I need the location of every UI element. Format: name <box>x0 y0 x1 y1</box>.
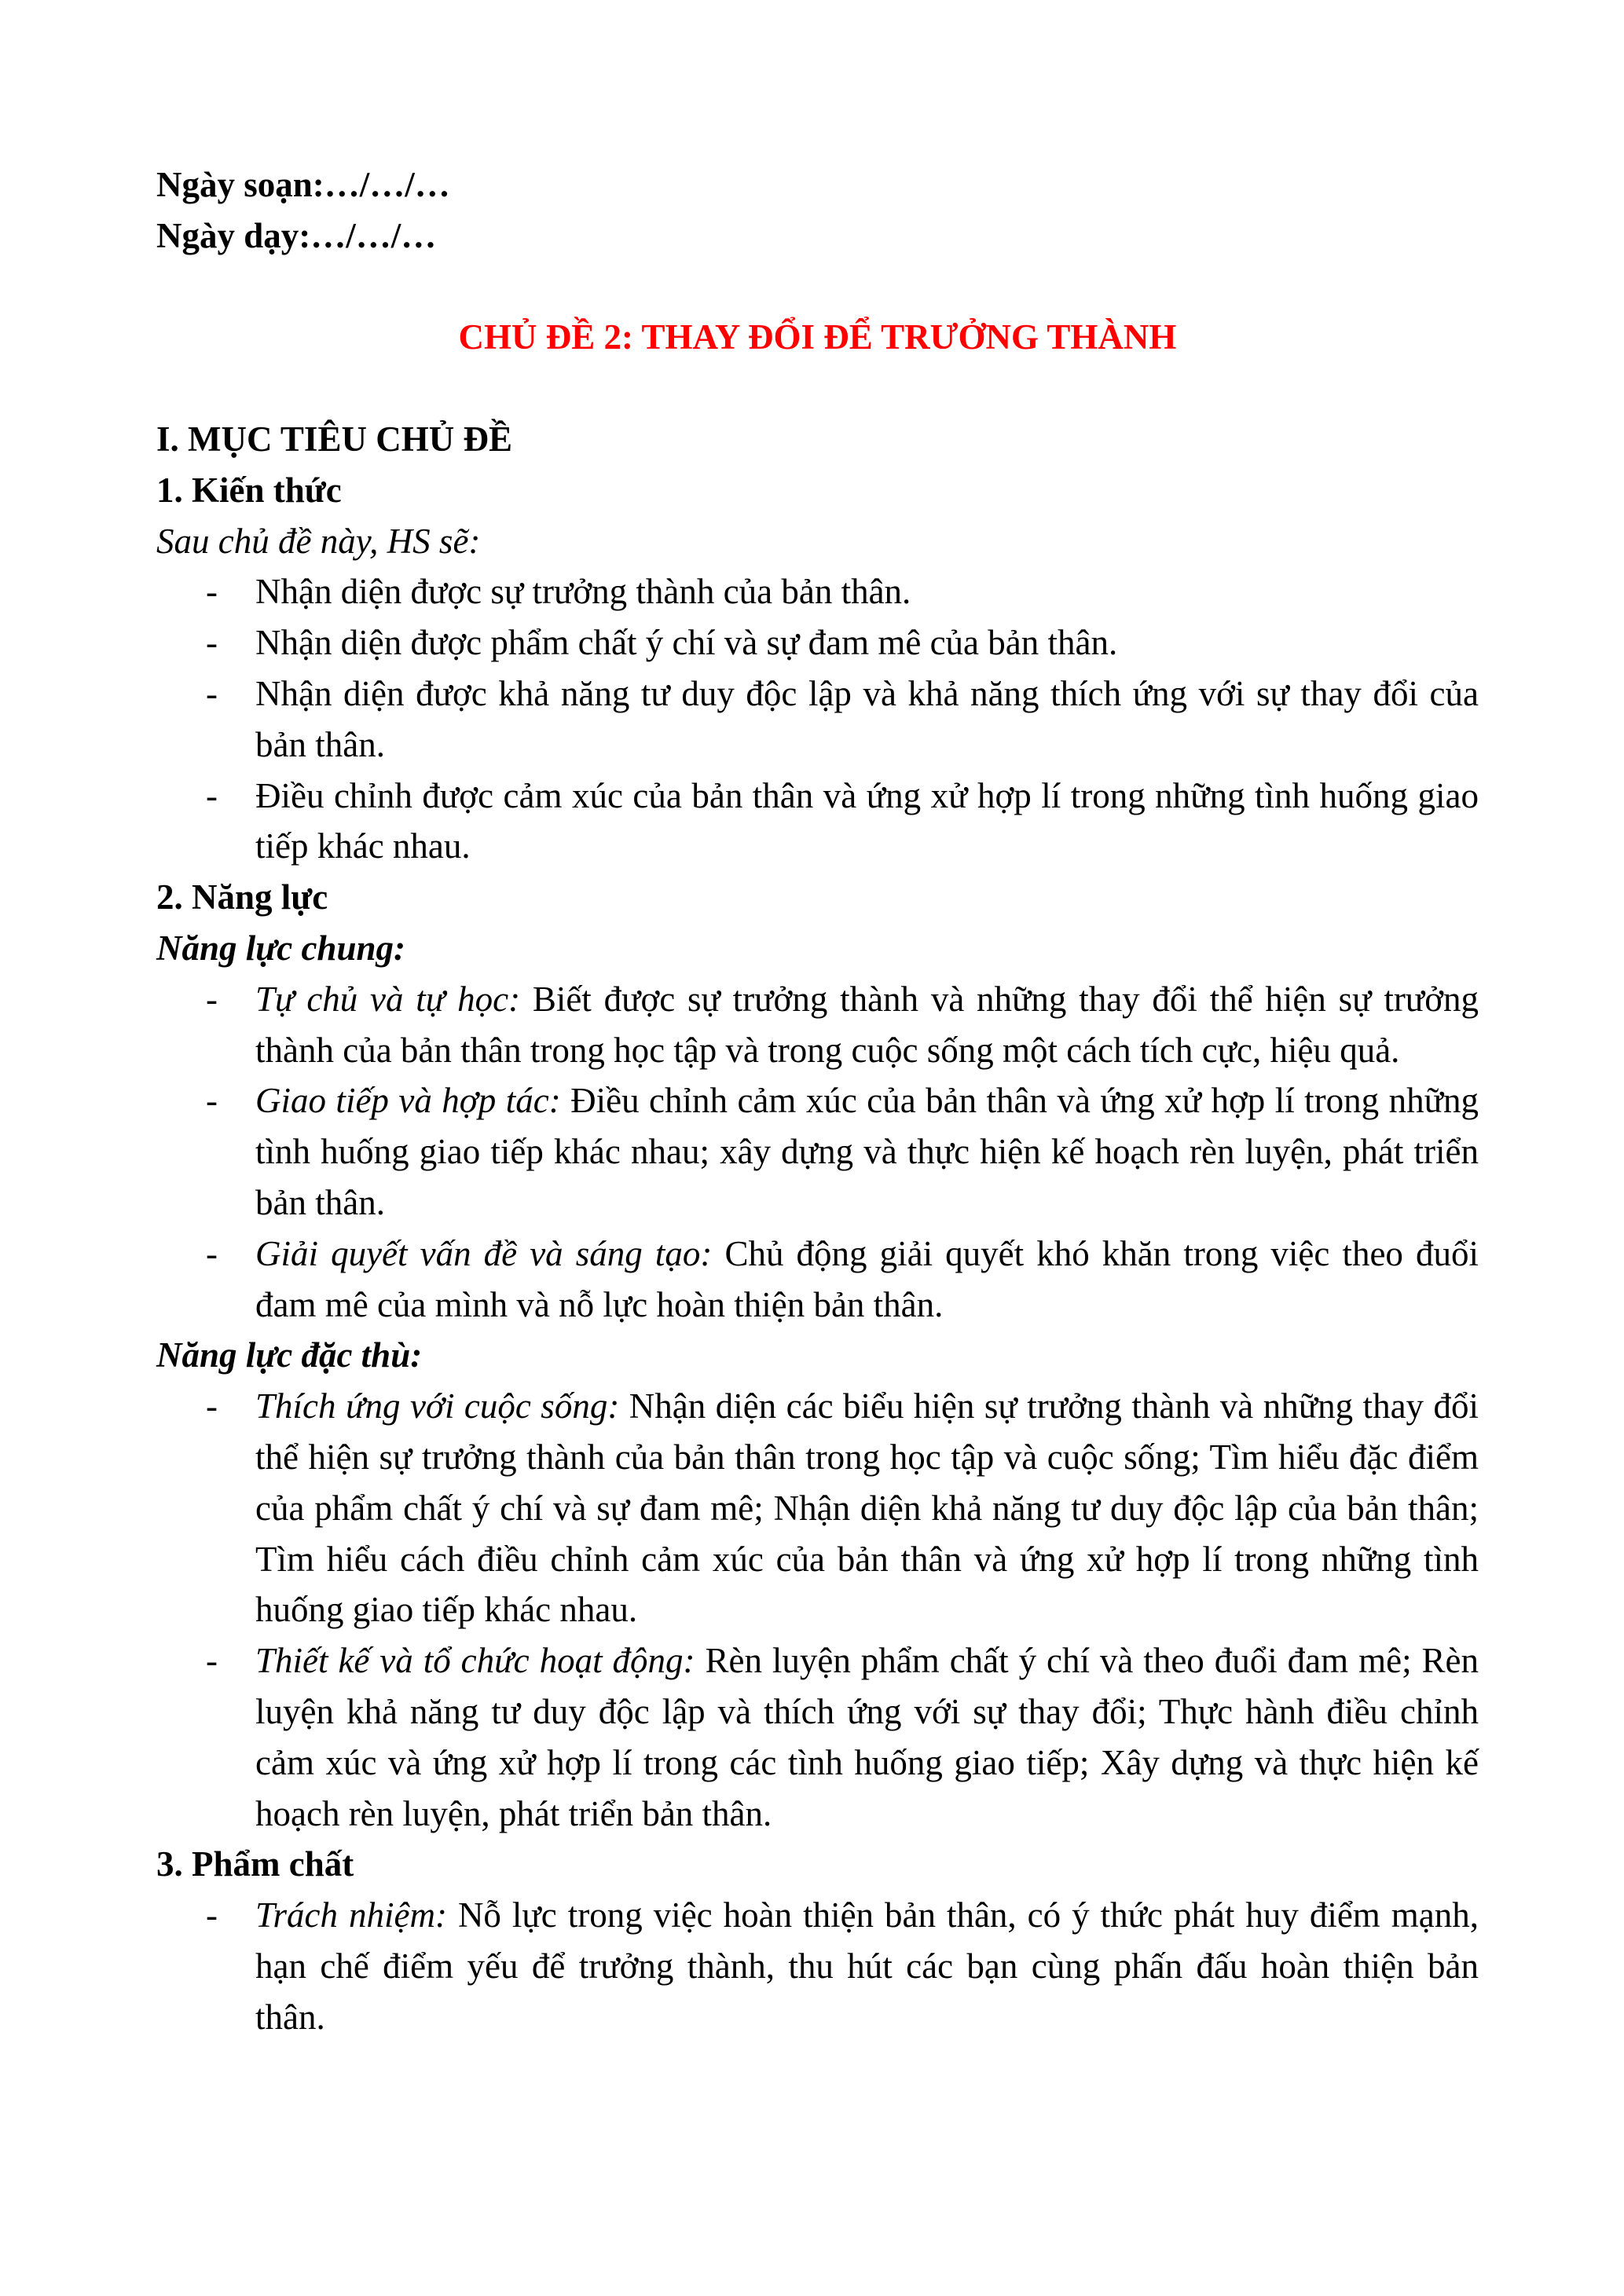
competence-heading: 2. Năng lực <box>156 877 328 917</box>
list-item <box>156 974 1479 1076</box>
bullet-dash: - <box>206 673 218 713</box>
topic-title: CHỦ ĐỀ 2: THAY ĐỔI ĐỂ TRƯỞNG THÀNH <box>458 317 1177 357</box>
item-text: Điều chỉnh được cảm xúc của bản thân và ứng xử hợp lí trong những tình huống giao tiếp khác nhau. <box>255 775 1479 866</box>
bullet-dash: - <box>206 1895 218 1935</box>
bullet-dash: - <box>206 979 218 1019</box>
specific-competence-heading: Năng lực đặc thù: <box>156 1335 423 1375</box>
bullet-dash: - <box>206 1233 218 1273</box>
list-item <box>156 771 1479 873</box>
prep-date: Ngày soạn:…/…/… <box>156 165 450 204</box>
item-text: Nỗ lực trong việc hoàn thiện bản thân, có ý thức phát huy điểm mạnh, hạn chế điểm yếu để trưởng thành, thu hút các bạn cùng phấn đấu hoàn thiện bản thân. <box>255 1895 1479 2037</box>
specific-competence-list <box>156 1381 1479 1839</box>
item-text: Rèn luyện phẩm chất ý chí và theo đuổi đam mê; Rèn luyện khả năng tư duy độc lập và thích ứng với sự thay đổi; Thực hành điều chỉnh cảm xúc và ứng xử hợp lí trong các tình huống giao tiếp; Xây dựng và thực hiện kế hoạch rèn luyện, phát triển bản thân. <box>255 1641 1479 1833</box>
bullet-dash: - <box>206 1386 218 1426</box>
item-text: Nhận diện được phẩm chất ý chí và sự đam mê của bản thân. <box>255 623 1118 663</box>
bullet-dash: - <box>206 775 218 815</box>
item-label: Giải quyết vấn đề và sáng tạo: <box>255 1233 713 1273</box>
item-text: Chủ động giải quyết khó khăn trong việc theo đuổi đam mê của mình và nỗ lực hoàn thiện bản thân. <box>255 1233 1479 1324</box>
item-text: Nhận diện được khả năng tư duy độc lập và khả năng thích ứng với sự thay đổi của bản thân. <box>255 673 1479 764</box>
general-competence-list <box>156 974 1479 1331</box>
qualities-list <box>156 1890 1479 2042</box>
item-label: Giao tiếp và hợp tác: <box>255 1081 561 1121</box>
list-item <box>156 566 1479 617</box>
item-text: Nhận diện các biểu hiện sự trưởng thành và những thay đổi thể hiện sự trưởng thành của bản thân trong học tập và cuộc sống; Tìm hiểu đặc điểm của phẩm chất ý chí và sự đam mê; Nhận diện khả năng tư duy độc lập của bản thân; Tìm hiểu cách điều chỉnh cảm xúc của bản thân và ứng xử hợp lí trong những tình huống giao tiếp khác nhau. <box>255 1386 1479 1630</box>
list-item <box>156 1075 1479 1228</box>
item-label: Trách nhiệm: <box>255 1895 447 1935</box>
list-item <box>156 1229 1479 1331</box>
list-item <box>156 1381 1479 1635</box>
knowledge-intro: Sau chủ đề này, HS sẽ: <box>156 521 481 561</box>
list-item <box>156 668 1479 771</box>
section-heading: I. MỤC TIÊU CHỦ ĐỀ <box>156 419 512 459</box>
item-text: Biết được sự trưởng thành và những thay đổi thể hiện sự trưởng thành của bản thân trong học tập và trong cuộc sống một cách tích cực, hiệu quả. <box>255 979 1479 1070</box>
list-item <box>156 1890 1479 2042</box>
general-competence-heading: Năng lực chung: <box>156 928 405 968</box>
item-text: Nhận diện được sự trưởng thành của bản thân. <box>255 572 911 612</box>
list-item <box>156 617 1479 668</box>
knowledge-list <box>156 566 1479 872</box>
bullet-dash: - <box>206 1081 218 1121</box>
knowledge-heading: 1. Kiến thức <box>156 470 342 510</box>
item-label: Thích ứng với cuộc sống: <box>255 1386 620 1426</box>
bullet-dash: - <box>206 572 218 612</box>
qualities-heading: 3. Phẩm chất <box>156 1844 354 1884</box>
item-text: Điều chỉnh cảm xúc của bản thân và ứng xử hợp lí trong những tình huống giao tiếp khác nhau; xây dựng và thực hiện kế hoạch rèn luyện, phát triển bản thân. <box>255 1081 1479 1222</box>
item-label: Tự chủ và tự học: <box>255 979 521 1019</box>
document-page <box>156 159 1479 2042</box>
bullet-dash: - <box>206 623 218 663</box>
bullet-dash: - <box>206 1641 218 1681</box>
list-item <box>156 1635 1479 1839</box>
item-label: Thiết kế và tổ chức hoạt động: <box>255 1641 695 1681</box>
teach-date: Ngày dạy:…/…/… <box>156 215 437 255</box>
